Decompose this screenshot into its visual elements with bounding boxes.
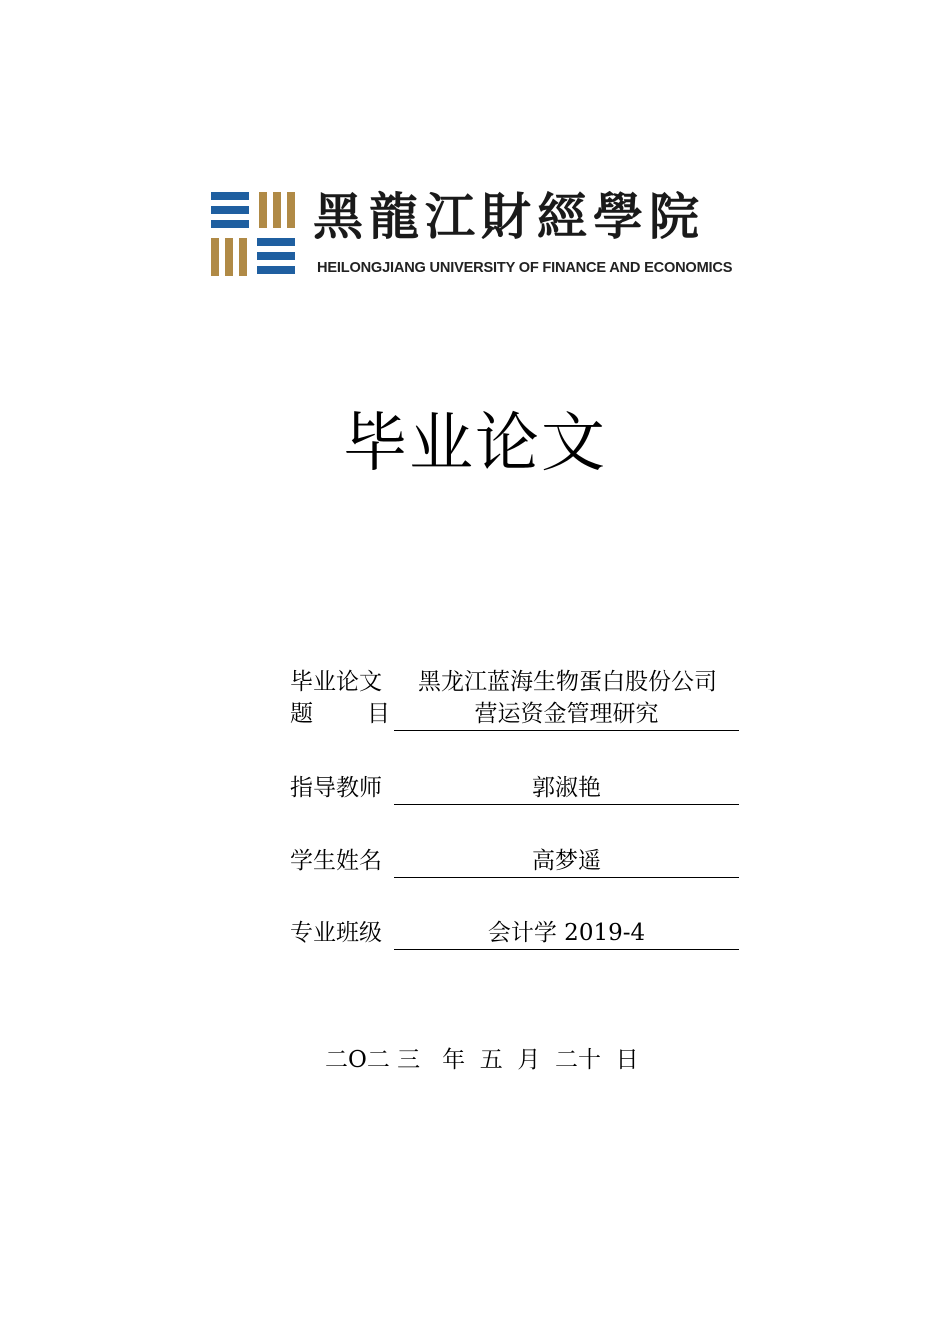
student-name-value: 高梦遥 bbox=[394, 845, 739, 878]
document-title: 毕业论文 bbox=[343, 407, 607, 481]
topic-label-line2 bbox=[290, 698, 390, 730]
university-emblem-icon bbox=[211, 192, 297, 278]
class-label: 专业班级 bbox=[290, 920, 382, 946]
topic-label-char-1: 题 bbox=[290, 701, 313, 727]
document-date: 二O二 三 年 五 月 二十 日 bbox=[325, 1047, 639, 1073]
class-value: 会计学 2019-4 bbox=[394, 917, 739, 950]
university-name-cn: 黑龍江財經學院 bbox=[313, 187, 705, 246]
topic-label-line1: 毕业论文 bbox=[290, 669, 382, 695]
topic-value-line1: 黑龙江蓝海生物蛋白股份公司 bbox=[418, 669, 717, 695]
advisor-label: 指导教师 bbox=[290, 775, 382, 801]
class-field bbox=[290, 917, 750, 951]
thesis-topic-field bbox=[290, 666, 750, 732]
advisor-value: 郭淑艳 bbox=[394, 772, 739, 805]
university-logo bbox=[211, 188, 791, 280]
topic-label-char-2: 目 bbox=[367, 701, 390, 727]
student-name-label: 学生姓名 bbox=[290, 848, 382, 874]
advisor-field bbox=[290, 772, 750, 806]
topic-value-line2: 营运资金管理研究 bbox=[394, 698, 739, 731]
university-name-en: HEILONGJIANG UNIVERSITY OF FINANCE AND ECONOMICS bbox=[317, 260, 733, 276]
student-name-field bbox=[290, 845, 750, 879]
